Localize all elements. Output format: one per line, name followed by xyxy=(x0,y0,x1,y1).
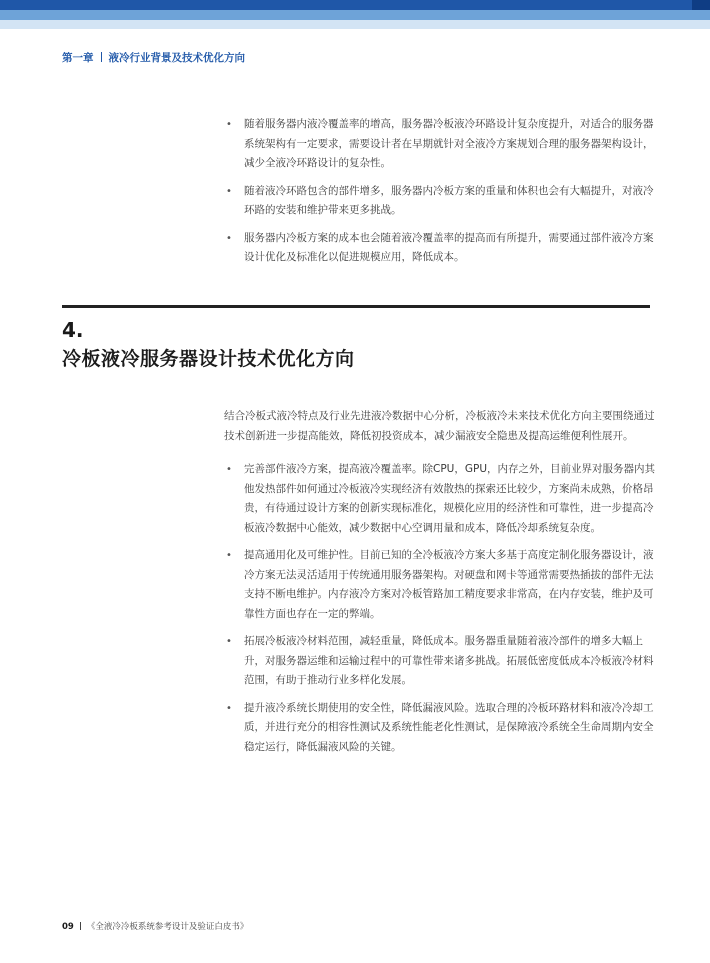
list-item xyxy=(224,546,656,624)
section-divider xyxy=(62,305,650,308)
top-band-accent xyxy=(692,0,710,10)
list-item xyxy=(224,699,656,758)
chapter-title: 液冷行业背景及技术优化方向 xyxy=(108,52,245,64)
bullet-icon: • xyxy=(226,232,232,244)
bullet-text: 拓展冷板液冷材料范围，减轻重量，降低成本。服务器重量随着液冷部件的增多大幅上升，对服务器运维和运输过程中的可靠性带来诸多挑战。拓展低密度低成本冷板液冷材料范围，有助于推动行业多样化发展。 xyxy=(244,635,654,686)
bullet-icon: • xyxy=(226,702,232,714)
bullet-icon: • xyxy=(226,464,232,475)
page-number: 09 xyxy=(62,922,74,932)
top-band-light xyxy=(0,20,710,29)
top-band-dark xyxy=(0,0,710,10)
bullet-text: 完善部件液冷方案，提高液冷覆盖率。除CPU，GPU，内存之外，目前业界对服务器内其他发热部件如何通过冷板液冷实现经济有效散热的探索还比较少，方案尚未成熟，价格昂贵，有待通过设计方案的创新实现标准化，规模化应用的经济性和可靠性，进一步提高冷板液冷数据中心能效，减少数据中心空调用量和成本，降低冷却系统复杂度。 xyxy=(244,463,656,534)
footer-separator xyxy=(80,922,81,930)
bullet-text: 提高通用化及可维护性。目前已知的全冷板液冷方案大多基于高度定制化服务器设计，液冷方案无法灵活适用于传统通用服务器架构。对硬盘和网卡等通常需要热插拔的部件无法支持不断电维护。内存液冷方案对冷板管路加工精度要求非常高，在内存安装，维护及可靠性方面也存在一定的弊端。 xyxy=(244,549,654,620)
list-item xyxy=(224,229,656,268)
list-item xyxy=(224,115,656,174)
section-title: 冷板液冷服务器设计技术优化方向 xyxy=(62,348,355,370)
section-number: 4. xyxy=(62,318,84,342)
bullet-text: 随着液冷环路包含的部件增多，服务器内冷板方案的重量和体积也会有大幅提升，对液冷环路的安装和维护带来更多挑战。 xyxy=(244,184,654,216)
list-item xyxy=(224,460,656,538)
intro-bullet-list xyxy=(224,115,656,276)
section-bullet-list xyxy=(224,460,656,765)
list-item xyxy=(224,632,656,691)
document-title: 《全液冷冷板系统参考设计及验证白皮书》 xyxy=(86,922,249,932)
bullet-text: 提升液冷系统长期使用的安全性，降低漏液风险。选取合理的冷板环路材料和液冷冷却工质，并进行充分的相容性测试及系统性能老化性测试，是保障液冷系统全生命周期内安全稳定运行，降低漏液风险的关键。 xyxy=(244,701,654,753)
bullet-text: 随着服务器内液冷覆盖率的增高，服务器冷板液冷环路设计复杂度提升，对适合的服务器系统架构有一定要求，需要设计者在早期就针对全液冷方案规划合理的服务器架构设计，减少全液冷环路设计的复杂性。 xyxy=(244,118,654,169)
bullet-icon: • xyxy=(226,185,232,197)
page-footer xyxy=(62,920,248,932)
bullet-icon: • xyxy=(226,636,232,647)
chapter-header xyxy=(62,50,245,65)
top-band-mid xyxy=(0,10,710,20)
chapter-label: 第一章 xyxy=(62,52,94,64)
section-intro: 结合冷板式液冷特点及行业先进液冷数据中心分析，冷板液冷未来技术优化方向主要围绕通过技术创新进一步提高能效，降低初投资成本，减少漏液安全隐患及提高运维便利性展开。 xyxy=(224,410,655,442)
bullet-icon: • xyxy=(226,550,232,561)
list-item xyxy=(224,182,656,221)
chapter-separator xyxy=(101,52,102,62)
bullet-icon: • xyxy=(226,119,232,130)
bullet-text: 服务器内冷板方案的成本也会随着液冷覆盖率的提高而有所提升，需要通过部件液冷方案设计优化及标准化以促进规模应用，降低成本。 xyxy=(244,231,654,263)
